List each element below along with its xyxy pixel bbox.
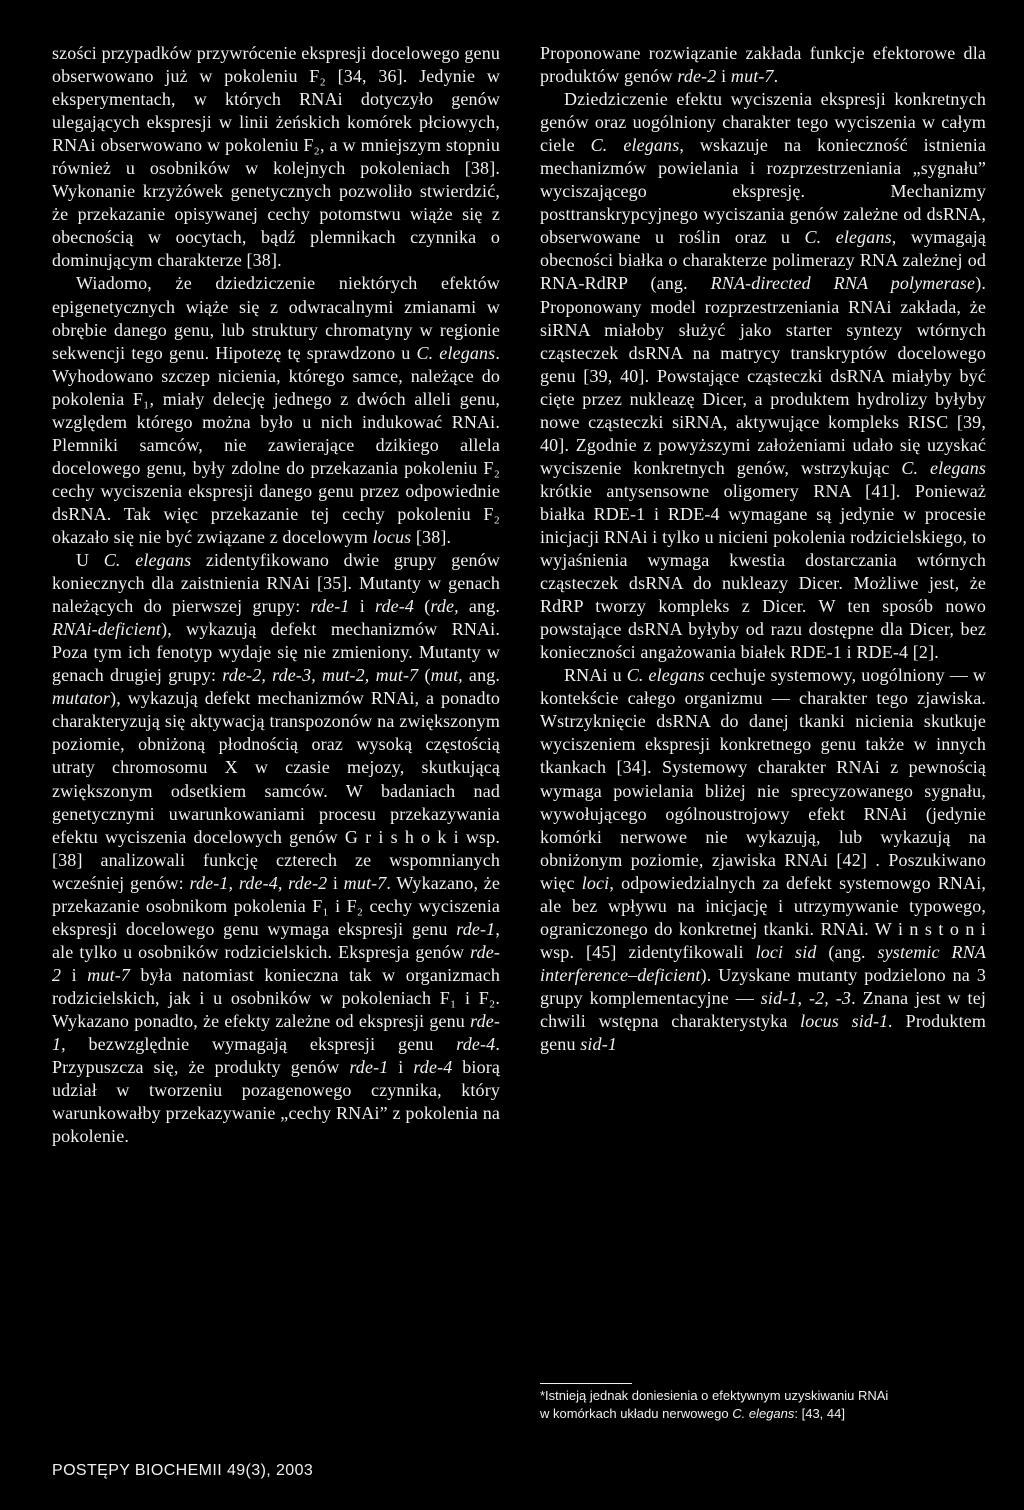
paragraph-text: ), wykazują defekt mechanizmów RNAi. Poza tym ich fenotyp wydaje się nie zmieniony. Mutanty w genach drugiej grupy: xyxy=(52,619,500,686)
paragraph-text: była natomiast konieczna tak w organizmach rodzicielskich, jak i u osobników w pokoleniach F₁ i F₂. Wykazano ponadto, że efekty zależne od ekspresji genu xyxy=(52,964,500,1031)
paragraph-text: Produktem genu xyxy=(540,1010,987,1055)
left-column xyxy=(52,42,500,1148)
gene-name: rde-2, rde-3, mut-2, mut-7 xyxy=(222,665,419,686)
gene-name: rde-1 xyxy=(456,918,496,939)
term-italic: mutator xyxy=(52,688,111,709)
gene-name: rde-1 xyxy=(310,596,350,617)
journal-footer: POSTĘPY BIOCHEMII 49(3), 2003 xyxy=(52,1462,314,1479)
paragraph-text: i xyxy=(349,596,375,617)
paragraph-text: biorą udział w tworzeniu pozagenowego czynnika, który warunkowałby przekazywanie „cechy RNAi” z pokolenia na pokolenie. xyxy=(52,1057,501,1147)
footnote-line: *Istnieją jednak doniesienia o efektywnym uzyskiwaniu RNAi xyxy=(540,1388,889,1403)
paragraph-text: RNAi u xyxy=(564,665,627,686)
paragraph xyxy=(52,272,500,549)
gene-name: rde-1, rde-4, rde-2 xyxy=(189,872,328,893)
gene-name: rde-4 xyxy=(456,1034,496,1055)
footnote xyxy=(540,1387,986,1423)
paragraph xyxy=(540,664,986,1056)
paragraph-text: Dziedziczenie efektu wyciszenia ekspresji konkretnych genów oraz uogólniony charakter tego wyciszenia w całym ciele xyxy=(540,89,986,156)
paragraph-text: i xyxy=(327,872,344,893)
paragraph-text: ). Uzyskane mutanty podzielono na 3 grupy komplementacyjne — xyxy=(540,964,986,1008)
right-column xyxy=(540,42,986,1056)
paragraph xyxy=(540,88,986,664)
paragraph-text: krótkie antysensowne oligomery RNA [41]. Ponieważ białka RDE-1 i RDE-4 wymagane są jedynie w procesie inicjacji RNAi i tylko u nicieni pokolenia rodzicielskiego, to wyjaśnienia wymaga kwestia dostarczania wtórnych cząsteczek dsRNA do nukleazy Dicer. Możliwe jest, że RdRP tworzy kompleks z Dicer. W ten sposób nowo powstające dsRNA byłyby od razu dostępne dla Dicer, bez konieczności angażowania białek RDE-1 i RDE-4 [2]. xyxy=(540,480,986,663)
paragraph-text: , ale tylko u osobników rodzicielskich. Ekspresja genów xyxy=(52,918,500,962)
paragraph-text: . Znana jest w tej chwili wstępna charakterystyka xyxy=(540,987,986,1031)
species-name: C. elegans xyxy=(416,342,496,363)
species-name: C. elegans xyxy=(732,1406,795,1421)
paragraph-text: i xyxy=(716,66,731,87)
paragraph-text: ( xyxy=(414,596,431,617)
footnote-rule xyxy=(540,1383,632,1384)
gene-name: rde-1 xyxy=(52,1010,500,1055)
paragraph-text: , odpowiedzialnych za defekt systemowgo RNAi, ale bez wpływu na inicjację i utrzymywanie typowego, ograniczonego do konkretnej tkanki. RNAi. W i n s t o n i wsp. [45] zidentyfikowali xyxy=(540,872,986,962)
paragraph-text: U xyxy=(76,550,104,571)
paragraph-text: . xyxy=(773,66,779,87)
species-name: C. elegans xyxy=(626,665,705,686)
paragraph-text: Wiadomo, że dziedziczenie niektórych efektów epigenetycznych wiąże się z odwracalnymi zmianami w obrębie danego genu, lub struktury chromatyny w regionie sekwencji tego genu. Hipotezę tę sprawdzono u xyxy=(52,273,500,363)
term-italic: loci xyxy=(581,872,610,893)
term-italic: RNA-directed RNA polymerase xyxy=(710,273,976,294)
gene-name: rde, xyxy=(430,596,459,617)
paragraph-text: ), wykazują defekt mechanizmów RNAi, a ponadto charakteryzują się aktywacją transpozonów na zwiększonym poziomie, obniżoną płodnością oraz wysoką częstością utraty chromosomu X w czasie mejozy, skutkującą zwiększonym odsetkiem samców. W badaniach nad genetycznymi uwarunkowaniami procesu przekazywania efektu wyciszenia docelowych genów G r i s h o k i wsp. [38] analizowali funkcję czterech ze wspomnianych wcześniej genów: xyxy=(52,688,500,893)
paragraph-text: i xyxy=(61,964,88,985)
term-italic: locus xyxy=(372,526,412,547)
paragraph-text: zidentyfikowano dwie grupy genów koniecznych dla zaistnienia RNAi [35]. Mutanty w genach należących do pierwszej grupy: xyxy=(52,550,500,617)
gene-name: mut-7 xyxy=(343,872,387,893)
species-name: C. elegans xyxy=(901,457,986,478)
gene-name: mut-7 xyxy=(730,66,774,87)
paragraph-text: ( xyxy=(418,665,431,686)
gene-name: rde-1 xyxy=(349,1057,389,1078)
gene-name: sid-1 xyxy=(580,1034,617,1055)
paragraph-text: , wymagają obecności białka o charakterze polimerazy RNA zależnej od RNA-RdRP (ang. xyxy=(540,227,987,294)
paragraph-text: ). Proponowany model rozprzestrzeniania RNAi zakłada, że siRNA miałoby służyć jako starter syntezy wtórnych cząsteczek dsRNA na matrycy transkryptów docelowego genu [39, 40]. Powstające cząsteczki dsRNA miałyby być cięte przez nukleazę Dicer, a produktem hydrolizy byłyby nowe cząsteczki siRNA, aktywujące kompleks RISC [39, 40]. Zgodnie z powyższymi założeniami udało się uzyskać wyciszenie konkretnych genów, wstrzykując xyxy=(540,273,986,478)
paragraph-text: Proponowane rozwiązanie zakłada funkcje efektorowe dla produktów genów xyxy=(540,43,986,87)
paragraph-text: . Wykazano, że przekazanie osobnikom pokolenia F₁ i F₂ cechy wyciszenia ekspresji docelowego genu wymaga ekspresji genu xyxy=(52,872,501,939)
paragraph-text: i xyxy=(388,1057,414,1078)
paragraph-text: , bezwzględnie wymagają ekspresji genu xyxy=(61,1034,457,1055)
paragraph-text: szości przypadków przywrócenie ekspresji docelowego genu obserwowano już w pokoleniu F₂ [34, 36]. Jedynie w eksperymentach, w których RNAi dotyczyło genów ulegających ekspresji w linii żeńskich komórek płciowych, RNAi obserwowano w pokoleniu F₂, a w mniejszym stopniu również u osobników w kolejnych pokoleniach [38]. Wykonanie krzyżówek genetycznych pozwoliło stwierdzić, że przekazanie opisywanej cechy potomstwu wiąże się z obecnością w oocytach, bądź plemnikach czynnika o dominującym charakterze [38]. xyxy=(52,43,500,271)
paragraph xyxy=(52,42,500,272)
paragraph-text: , wskazuje na konieczność istnienia mechanizmów powielania i rozprzestrzeniania „sygnału” wyciszającego ekspresję. Mechanizmy posttranskrypcyjnego wyciszania genów zależne od dsRNA, obserwowane u roślin oraz u xyxy=(540,135,986,248)
paragraph-text: (ang. xyxy=(816,941,878,962)
species-name: C. elegans xyxy=(804,227,892,248)
paragraph-text: ang. xyxy=(458,596,501,617)
footnote-text: w komórkach układu nerwowego xyxy=(540,1406,733,1421)
paragraph xyxy=(540,42,986,88)
gene-name: sid-1, -2, -3 xyxy=(760,987,852,1008)
gene-name: rde-2 xyxy=(52,941,500,985)
paragraph-text: ang. xyxy=(462,665,501,686)
gene-name: mut, xyxy=(430,665,463,686)
species-name: C. elegans xyxy=(590,135,680,156)
gene-name: rde-4 xyxy=(413,1057,453,1078)
paragraph xyxy=(52,549,500,1148)
paragraph-text: cechuje systemowy, uogólniony — w kontekście całego organizmu — charakter tego zjawiska. Wstrzyknięcie dsRNA do danej tkanki nicienia skutkuje wyciszeniem ekspresji konkretnego genu także w innych tkankach [34]. Systemowy charakter RNAi z pewnością wymaga powielania bliżej nie sprecyzowanego sygnału, wywołującego ogólnoustrojowy efekt RNAi (jedynie komórki nerwowe nie wykazują, lub wykazują na obniżonym poziomie, zjawiska RNAi [42] . Poszukiwano więc xyxy=(540,665,986,893)
term-italic: RNAi-deficient xyxy=(52,619,162,640)
paragraph-text: [38]. xyxy=(411,526,452,547)
paragraph-text: . Przypuszcza się, że produkty genów xyxy=(52,1034,500,1078)
gene-name: locus sid-1. xyxy=(800,1010,893,1031)
term-italic: systemic RNA interference–deficient xyxy=(540,941,987,985)
footnote-line xyxy=(540,1405,986,1423)
species-name: C. elegans xyxy=(103,550,192,571)
gene-name: mut-7 xyxy=(87,964,131,985)
gene-name: rde-2 xyxy=(677,66,717,87)
footnote-text: : [43, 44] xyxy=(794,1406,845,1421)
gene-name: rde-4 xyxy=(374,596,415,617)
gene-name: loci sid xyxy=(755,941,817,962)
paragraph-text: . Wyhodowano szczep nicienia, którego samce, należące do pokolenia F₁, miały delecję jednego z dwóch alleli genu, względem którego można było u nich indukować RNAi. Plemniki samców, nie zawierające dzikiego allela docelowego genu, były zdolne do przekazania pokoleniu F₂ cechy wyciszenia ekspresji danego genu przez odpowiednie dsRNA. Tak więc przekazanie tej cechy pokoleniu F₂ okazało się nie być związane z docelowym xyxy=(52,342,500,547)
